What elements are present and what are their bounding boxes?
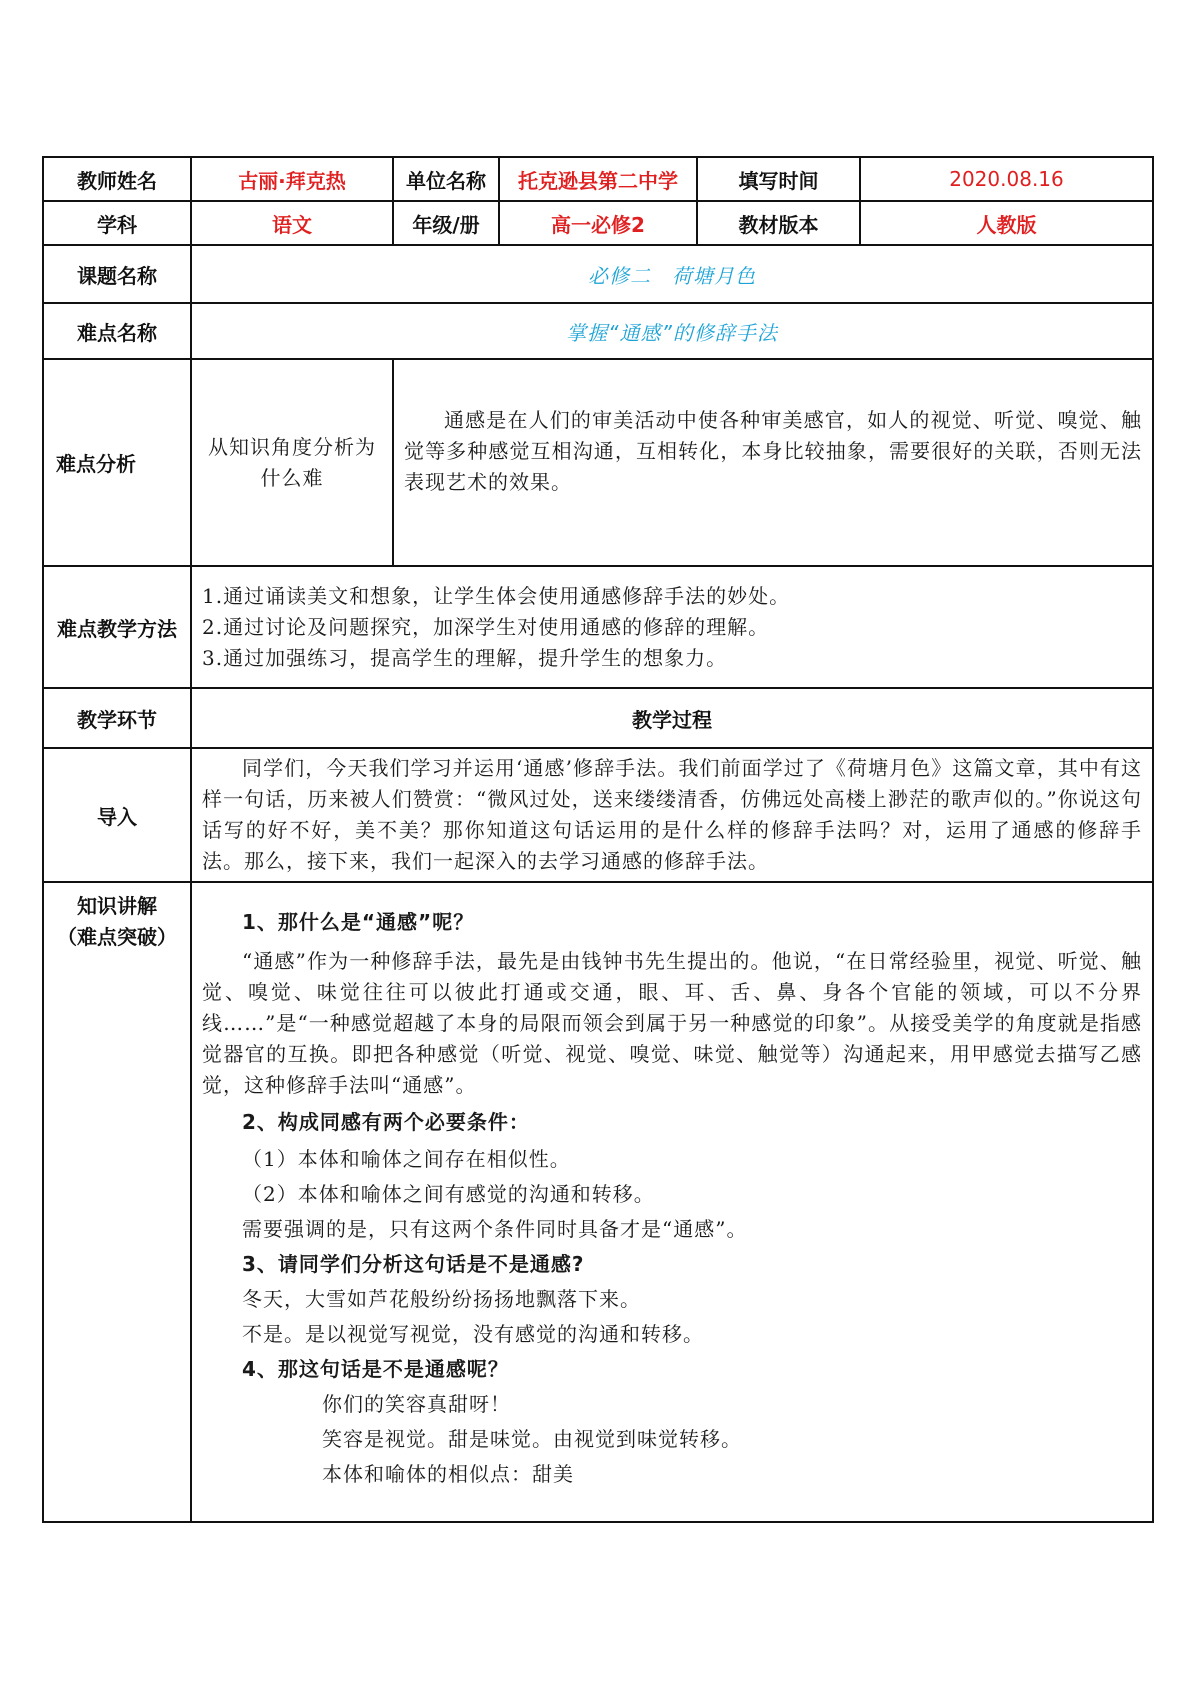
methods-row (43, 566, 1153, 688)
subject-label: 学科 (43, 201, 191, 245)
analysis-sub-label: 从知识角度分析为什么难 (191, 359, 393, 566)
emphasis-note: 需要强调的是，只有这两个条件同时具备才是“通感”。 (242, 1217, 748, 1241)
subject-value: 语文 (191, 201, 393, 245)
knowledge-label-cell (43, 882, 191, 1522)
grade-value: 高一必修2 (499, 201, 697, 245)
header-row-2 (43, 201, 1153, 245)
methods-label: 难点教学方法 (43, 566, 191, 688)
definition-paragraph: “通感”作为一种修辞手法，最先是由钱钟书先生提出的。他说，“在日常经验里，视觉、听觉、触觉、嗅觉、味觉往往可以彼此打通或交通，眼、耳、舌、鼻、身各个官能的领域，可以不分界线……”是“一种感觉超越了本身的局限而领会到属于另一种感觉的印象”。从接受美学的角度就是指感觉器官的互换。即把各种感觉（听觉、视觉、嗅觉、味觉、触觉等）沟通起来，用甲感觉去描写乙感觉，这种修辞手法叫“通感”。 (202, 949, 1142, 1097)
unit-label: 单位名称 (393, 157, 499, 201)
edition-value: 人教版 (860, 201, 1153, 245)
intro-text: 同学们，今天我们学习并运用‘通感’修辞手法。我们前面学过了《荷塘月色》这篇文章，其中有这样一句话，历来被人们赞赏：“微风过处，送来缕缕清香，仿佛远处高楼上渺茫的歌声似的。”你说这句话写的好不好，美不美？那你知道这句话运用的是什么样的修辞手法吗？对，运用了通感的修辞手法。那么，接下来，我们一起深入的去学习通感的修辞手法。 (191, 748, 1153, 882)
intro-label: 导入 (43, 748, 191, 882)
topic-label: 课题名称 (43, 245, 191, 303)
method-item-1: 1.通过诵读美文和想象，让学生体会使用通感修辞手法的妙处。 (202, 583, 791, 608)
difficulty-value: 掌握“通感”的修辞手法 (191, 303, 1153, 359)
knowledge-sublabel: （难点突破） (57, 925, 177, 949)
process-stage-label: 教学环节 (43, 688, 191, 748)
grade-label: 年级/册 (393, 201, 499, 245)
process-title: 教学过程 (191, 688, 1153, 748)
analysis-row (43, 359, 1153, 566)
lesson-plan-sheet (42, 156, 1152, 1523)
knowledge-label: 知识讲解 (77, 894, 157, 918)
method-item-3: 3.通过加强练习，提高学生的理解，提升学生的想象力。 (202, 645, 728, 670)
date-value: 2020.08.16 (860, 157, 1153, 201)
process-header-row (43, 688, 1153, 748)
unit-value: 托克逊县第二中学 (499, 157, 697, 201)
question-1: 1、那什么是“通感”呢？ (242, 910, 475, 934)
method-item-2: 2.通过讨论及问题探究，加深学生对使用通感的修辞的理解。 (202, 614, 770, 639)
question-3: 3、请同学们分析这句话是不是通感? (242, 1252, 585, 1276)
methods-cell (191, 566, 1153, 688)
answer-2: 笑容是视觉。甜是味觉。由视觉到味觉转移。 (322, 1427, 742, 1451)
answer-1: 不是。是以视觉写视觉，没有感觉的沟通和转移。 (242, 1322, 704, 1346)
answer-3: 本体和喻体的相似点：甜美 (322, 1462, 574, 1486)
example-sentence-2: 你们的笑容真甜呀！ (322, 1392, 511, 1416)
edition-label: 教材版本 (697, 201, 860, 245)
teacher-value: 古丽·拜克热 (191, 157, 393, 201)
question-4: 4、那这句话是不是通感呢？ (242, 1357, 509, 1381)
teacher-label: 教师姓名 (43, 157, 191, 201)
difficulty-row (43, 303, 1153, 359)
knowledge-content (191, 882, 1153, 1522)
lesson-plan-table (42, 156, 1154, 1523)
date-label: 填写时间 (697, 157, 860, 201)
example-sentence-1: 冬天，大雪如芦花般纷纷扬扬地飘落下来。 (242, 1287, 641, 1311)
topic-row (43, 245, 1153, 303)
question-2: 2、构成同感有两个必要条件： (242, 1110, 530, 1134)
analysis-text: 通感是在人们的审美活动中使各种审美感官，如人的视觉、听觉、嗅觉、触觉等多种感觉互相沟通，互相转化，本身比较抽象，需要很好的关联，否则无法表现艺术的效果。 (393, 359, 1153, 566)
knowledge-row (43, 882, 1153, 1522)
topic-value: 必修二 荷塘月色 (191, 245, 1153, 303)
condition-1: （1）本体和喻体之间存在相似性。 (242, 1147, 571, 1171)
header-row-1 (43, 157, 1153, 201)
intro-row (43, 748, 1153, 882)
analysis-label: 难点分析 (43, 359, 191, 566)
difficulty-label: 难点名称 (43, 303, 191, 359)
condition-2: （2）本体和喻体之间有感觉的沟通和转移。 (242, 1182, 655, 1206)
